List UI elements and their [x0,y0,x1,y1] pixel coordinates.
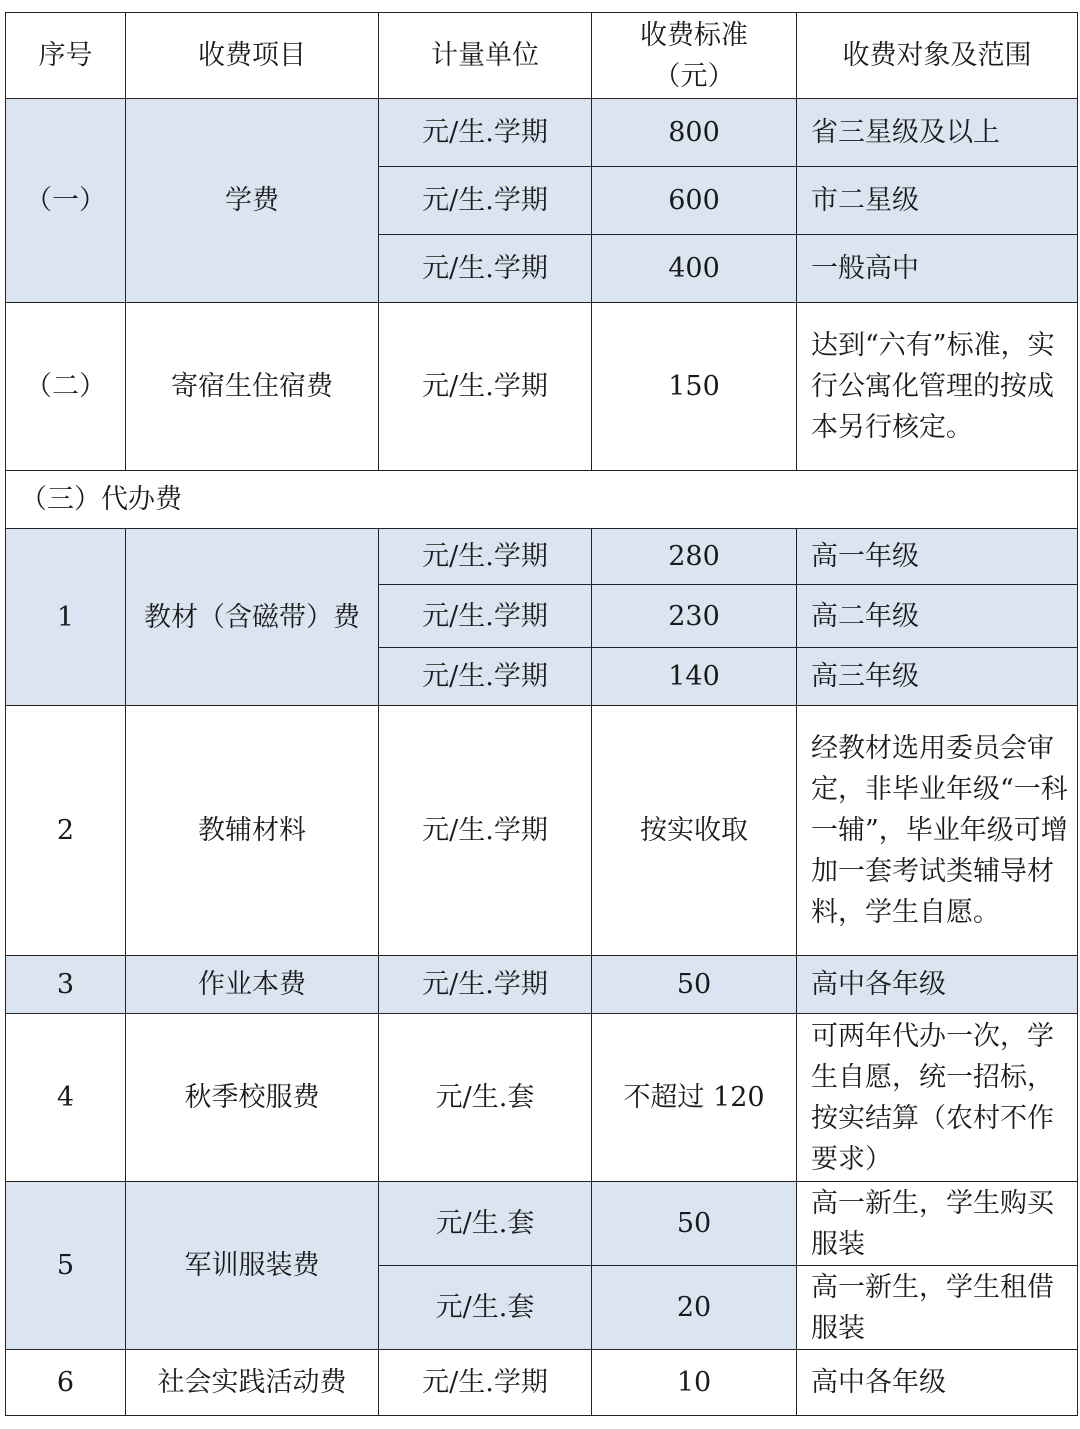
table-row [6,706,1078,956]
aux-item: 教辅材料 [126,706,379,956]
standard-cell: 不超过 120 [592,1014,797,1182]
header-row [6,13,1078,99]
section-row [6,471,1078,529]
scope-cell: 可两年代办一次，学生自愿，统一招标，按实结算（农村不作要求） [797,1014,1078,1182]
table-row [6,1350,1078,1416]
standard-cell: 50 [592,1182,797,1266]
homework-seq: 3 [6,956,126,1014]
unit-cell: 元/生.学期 [379,1350,592,1416]
header-item: 收费项目 [126,13,379,99]
standard-cell: 400 [592,235,797,303]
standard-cell: 280 [592,529,797,585]
header-seq: 序号 [6,13,126,99]
dorm-item: 寄宿生住宿费 [126,303,379,471]
unit-cell: 元/生.套 [379,1014,592,1182]
unit-cell: 元/生.套 [379,1182,592,1266]
header-standard [592,13,797,99]
scope-cell: 一般高中 [797,235,1078,303]
unit-cell: 元/生.学期 [379,529,592,585]
header-standard-line1: 收费标准 [640,19,748,51]
social-item: 社会实践活动费 [126,1350,379,1416]
section-label: （三）代办费 [6,471,1078,529]
table-row [6,1014,1078,1182]
aux-seq: 2 [6,706,126,956]
homework-item: 作业本费 [126,956,379,1014]
standard-cell: 10 [592,1350,797,1416]
standard-cell: 600 [592,167,797,235]
unit-cell: 元/生.学期 [379,706,592,956]
table-row [6,303,1078,471]
scope-cell: 经教材选用委员会审定，非毕业年级“一科一辅”，毕业年级可增加一套考试类辅导材料，学生自愿。 [797,706,1078,956]
uniform-item: 秋季校服费 [126,1014,379,1182]
standard-cell: 140 [592,648,797,706]
textbook-item: 教材（含磁带）费 [126,529,379,706]
unit-cell: 元/生.学期 [379,235,592,303]
unit-cell: 元/生.学期 [379,956,592,1014]
table-row [6,529,1078,585]
tuition-seq: （一） [6,99,126,303]
scope-cell: 省三星级及以上 [797,99,1078,167]
unit-cell: 元/生.学期 [379,303,592,471]
standard-cell: 230 [592,585,797,648]
unit-cell: 元/生.学期 [379,648,592,706]
table-row [6,1182,1078,1266]
standard-cell: 按实收取 [592,706,797,956]
scope-cell: 达到“六有”标准，实行公寓化管理的按成本另行核定。 [797,303,1078,471]
unit-cell: 元/生.学期 [379,167,592,235]
scope-cell: 高一年级 [797,529,1078,585]
header-scope: 收费对象及范围 [797,13,1078,99]
uniform-seq: 4 [6,1014,126,1182]
unit-cell: 元/生.套 [379,1266,592,1350]
unit-cell: 元/生.学期 [379,99,592,167]
social-seq: 6 [6,1350,126,1416]
standard-cell: 800 [592,99,797,167]
military-item: 军训服装费 [126,1182,379,1350]
header-unit: 计量单位 [379,13,592,99]
military-seq: 5 [6,1182,126,1350]
scope-cell: 高中各年级 [797,1350,1078,1416]
scope-cell: 高一新生，学生购买服装 [797,1182,1078,1266]
unit-cell: 元/生.学期 [379,585,592,648]
table-row [6,99,1078,167]
dorm-seq: （二） [6,303,126,471]
table-row [6,956,1078,1014]
standard-cell: 150 [592,303,797,471]
tuition-item: 学费 [126,99,379,303]
standard-cell: 20 [592,1266,797,1350]
scope-cell: 高中各年级 [797,956,1078,1014]
scope-cell: 高三年级 [797,648,1078,706]
standard-cell: 50 [592,956,797,1014]
textbook-seq: 1 [6,529,126,706]
scope-cell: 高二年级 [797,585,1078,648]
fee-table [5,12,1078,1416]
scope-cell: 高一新生，学生租借服装 [797,1266,1078,1350]
header-standard-line2: （元） [653,60,735,92]
scope-cell: 市二星级 [797,167,1078,235]
